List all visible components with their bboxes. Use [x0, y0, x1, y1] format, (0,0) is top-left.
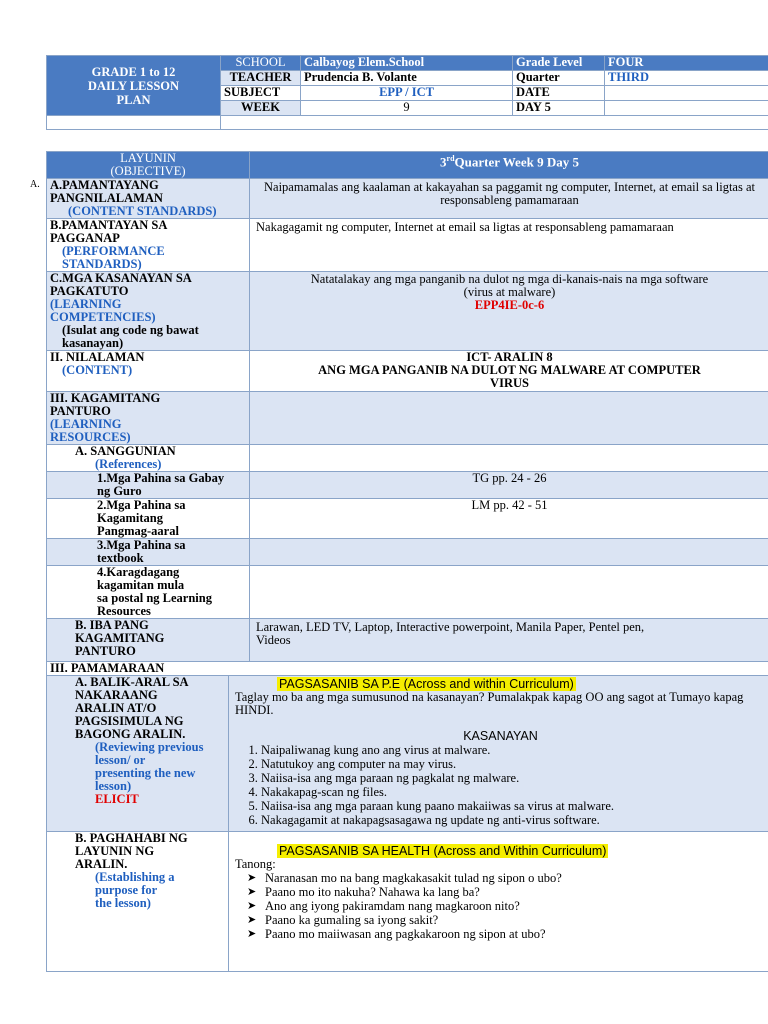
question-item: ➤ Paano mo ito nakuha? Nahawa ka lang ba?	[247, 885, 480, 899]
week-label: WEEK	[221, 101, 301, 116]
skill-item: 5. Naiisa-isa ang mga paraan kung paano makaiiwas sa virus at malware.	[261, 799, 766, 813]
arrow-bullet-icon: ➤	[247, 914, 257, 926]
header-empty-cell-wide	[221, 116, 768, 130]
procedure-label: III. PAMAMARAAN	[47, 662, 768, 676]
grade-value: FOUR	[605, 56, 768, 71]
pe-integration-banner: PAGSASANIB SA P.E (Across and within Curriculum)	[279, 677, 574, 691]
teacher-guide-value: TG pp. 24 - 26	[250, 472, 768, 499]
day-value	[605, 101, 768, 116]
question-item: ➤ Paano ka gumaling sa iyong sakit?	[247, 913, 439, 927]
school-value: Calbayog Elem.School	[301, 56, 513, 71]
content-standards-value: Naipamamalas ang kaalaman at kakayahan sa paggamit ng computer, Internet, at email sa ligtas at responsableng pamamaraan	[250, 179, 768, 219]
date-value	[605, 86, 768, 101]
performance-standards-value: Nakagagamit ng computer, Internet at email sa ligtas at responsableng pamamaraan	[250, 219, 768, 272]
quarter-week-heading: 3rdQuarter Week 9 Day 5	[250, 152, 768, 179]
additional-materials-label: 4.Karagdagang kagamitan mula sa postal ng Learning Resources	[47, 566, 250, 619]
plan-title: GRADE 1 to 12 DAILY LESSON PLAN	[47, 56, 221, 116]
skills-list	[235, 743, 766, 827]
skills-heading: KASANAYAN	[463, 729, 538, 743]
skill-item: 3. Naiisa-isa ang mga paraan ng pagkalat ng malware.	[261, 771, 766, 785]
textbook-label: 3.Mga Pahina sa textbook	[47, 539, 250, 566]
header-table	[46, 55, 768, 130]
learning-competencies-value: Natatalakay ang mga panganib na dulot ng mga di-kanais-nais na mga software (virus at malware) EPP4IE-0c-6	[250, 272, 768, 351]
date-label: DATE	[513, 86, 605, 101]
lesson-plan-table	[46, 151, 768, 972]
teacher-label: TEACHER	[221, 71, 301, 86]
content-label: II. NILALAMAN (CONTENT)	[47, 351, 250, 392]
purpose-label: B. PAGHAHABI NG LAYUNIN NG ARALIN. (Establishing a purpose for the lesson)	[47, 832, 229, 972]
content-standards-label: A.PAMANTAYANG PANGNILALAMAN (CONTENT STANDARDS)	[47, 179, 250, 219]
learner-materials-label: 2.Mga Pahina sa Kagamitang Pangmag-aaral	[47, 499, 250, 539]
skill-item: 2. Natutukoy ang computer na may virus.	[261, 757, 766, 771]
quarter-value: THIRD	[605, 71, 768, 86]
header-empty-cell	[47, 116, 221, 130]
skill-item: 6. Nakagagamit at nakapagsasagawa ng update ng anti-virus software.	[261, 813, 766, 827]
day-label: DAY 5	[513, 101, 605, 116]
health-integration-banner: PAGSASANIB SA HEALTH (Across and Within Curriculum)	[279, 844, 607, 858]
other-resources-label: B. IBA PANG KAGAMITANG PANTURO	[47, 619, 250, 662]
grade-label: Grade Level	[513, 56, 605, 71]
other-resources-value: Larawan, LED TV, Laptop, Interactive powerpoint, Manila Paper, Pentel pen, Videos	[250, 619, 768, 662]
school-label: SCHOOL	[221, 56, 301, 71]
objective-header: LAYUNIN (OBJECTIVE)	[47, 152, 250, 179]
subject-label: SUBJECT	[221, 86, 301, 101]
performance-standards-label: B.PAMANTAYAN SA PAGGANAP (PERFORMANCE STANDARDS)	[47, 219, 250, 272]
arrow-bullet-icon: ➤	[247, 872, 257, 884]
learning-resources-value	[250, 392, 768, 445]
question-item: ➤ Ano ang iyong pakiramdam nang magkaroon nito?	[247, 899, 520, 913]
review-label: A. BALIK-ARAL SA NAKARAANG ARALIN AT/O PAGSISIMULA NG BAGONG ARALIN. (Reviewing previous lesson/ or presenting the new lesson) ELICIT	[47, 676, 229, 832]
competency-code: EPP4IE-0c-6	[474, 298, 545, 312]
teacher-value: Prudencia B. Volante	[301, 71, 513, 86]
elicit-tag: ELICIT	[95, 792, 139, 806]
skill-item: 4. Nakakapag-scan ng files.	[261, 785, 766, 799]
question-item: ➤ Naranasan mo na bang magkakasakit tulad ng sipon o ubo?	[247, 871, 562, 885]
subject-value: EPP / ICT	[301, 86, 513, 101]
learning-competencies-label: C.MGA KASANAYAN SA PAGKATUTO (LEARNING COMPETENCIES) (Isulat ang code ng bawat kasanayan)	[47, 272, 250, 351]
question-item: ➤ Paano mo maiiwasan ang pagkakaroon ng sipon at ubo?	[247, 927, 546, 941]
arrow-bullet-icon: ➤	[247, 928, 257, 940]
questions-list	[235, 871, 766, 941]
learning-resources-label: III. KAGAMITANG PANTURO (LEARNING RESOURCES)	[47, 392, 250, 445]
skill-item: 1. Naipaliwanag kung ano ang virus at malware.	[261, 743, 766, 757]
section-marker: A.	[30, 179, 40, 190]
references-label: A. SANGGUNIAN (References)	[47, 445, 250, 472]
references-value	[250, 445, 768, 472]
arrow-bullet-icon: ➤	[247, 900, 257, 912]
textbook-value	[250, 539, 768, 566]
learner-materials-value: LM pp. 42 - 51	[250, 499, 768, 539]
purpose-content	[229, 832, 768, 972]
review-content	[229, 676, 768, 832]
additional-materials-value	[250, 566, 768, 619]
arrow-bullet-icon: ➤	[247, 886, 257, 898]
tanong-label: Tanong:	[235, 857, 276, 871]
teacher-guide-label: 1.Mga Pahina sa Gabay ng Guro	[47, 472, 250, 499]
quarter-label: Quarter	[513, 71, 605, 86]
week-value: 9	[301, 101, 513, 116]
content-value: ICT- ARALIN 8 ANG MGA PANGANIB NA DULOT NG MALWARE AT COMPUTER VIRUS	[250, 351, 768, 392]
pe-question: Taglay mo ba ang mga sumusunod na kasanayan? Pumalakpak kapag OO ang sagot at Tumayo kapag HINDI.	[235, 690, 744, 717]
